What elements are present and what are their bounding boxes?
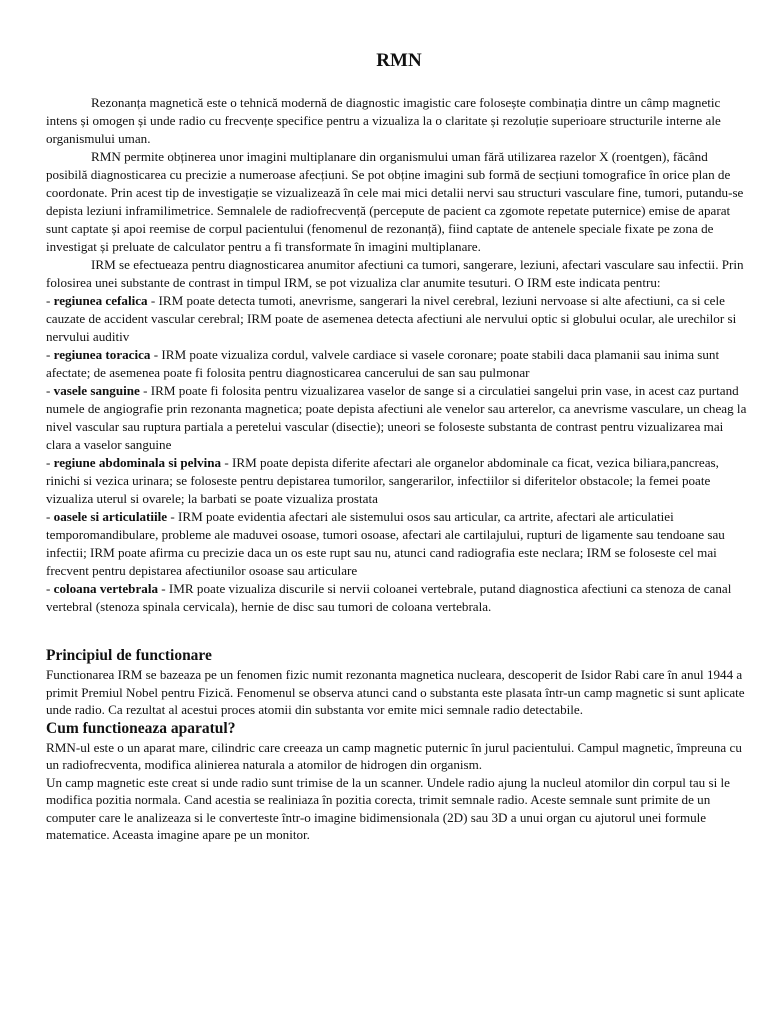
indication-item (46, 454, 752, 508)
indication-prefix: - (46, 455, 54, 470)
indication-text: - IRM poate detecta tumoti, anevrisme, sangerari la nivel cerebral, leziuni nervoase si alte afectiuni, ca si cele cauzate de accident vascular cerebral; IRM poate de asemenea detecta afectiuni ale nervului optic si globului ocular, ale urechilor si nervului auditiv (46, 293, 737, 344)
indication-item (46, 292, 752, 346)
section-heading: Cum functioneaza aparatul? (46, 719, 236, 737)
how-section (46, 719, 752, 844)
document-page (46, 48, 752, 844)
indication-term: regiunea toracica (53, 347, 151, 362)
indication-text: - IRM poate vizualiza cordul, valvele cardiace si vasele coronare; poate stabili daca plamanii sau inima sunt afectate; de asemenea poate fi folosita pentru diagnosticarea cancerului de san sau pulmonar (46, 347, 720, 380)
indication-term: regiunea cefalica (53, 293, 148, 308)
indication-term: vasele sanguine (53, 383, 140, 398)
indications-list (46, 292, 752, 616)
indication-prefix: - (46, 509, 54, 524)
indication-item (46, 382, 752, 454)
indication-term: oasele si articulatiile (53, 509, 168, 524)
indication-text: - IMR poate vizualiza discurile si nervii coloanei vertebrale, putand diagnostica afectiuni ca stenoza de canal vertebral (stenoza spinala cervicala), hernie de disc sau tumori de coloana vertebrala. (46, 581, 732, 614)
section-heading: Principiul de functionare (46, 647, 212, 664)
indication-prefix: - (46, 383, 54, 398)
indication-item (46, 508, 752, 580)
how-paragraph: Un camp magnetic este creat si unde radio sunt trimise de la un scanner. Undele radio ajung la nucleul atomilor din corpul tau si le modifica pozitia normala. Cand acestia se realiniaza în pozitia corecta, trimit semnale radio. Aceste semnale sunt primite de un computer care le analizeaza si le converteste într-o imagine bidimensionala (2D) sau 3D a unui organ cu ajutorul unei formule matematice. Aceasta imagine apare pe un monitor. (46, 774, 730, 842)
indication-prefix: - (46, 293, 54, 308)
indication-term: coloana vertebrala (53, 581, 159, 596)
document-title: RMN (376, 50, 422, 71)
indication-text: - IRM poate evidentia afectari ale sistemului osos sau articular, ca artrite, afectari ale articulatiei temporomandibulare, probleme ale maduvei osoase, tumori osoase, afectari ale cartilajului, rupturi de ligamente sau tendoane sau infectii; IRM poate afirma cu precizie daca un os este rupt sau nu, atunci cand radiografia este neclara; IRM se foloseste cel mai frecvent pentru depistarea afectiunilor osoase sau articulare (46, 509, 725, 578)
indication-text: - IRM poate depista diferite afectari ale organelor abdominale ca ficat, vezica biliara,pancreas, rinichi si vezica urinara; se foloseste pentru depistarea tumorilor, sangerarilor, infectiilor si diferitelor obstacole; la femei poate vizualiza uterul si ovarele; la barbati se poate vizualiza prostata (46, 455, 719, 506)
principle-section (46, 646, 752, 719)
intro-section (46, 94, 752, 292)
indication-prefix: - (46, 581, 54, 596)
indication-text: - IRM poate fi folosita pentru vizualizarea vaselor de sange si a circulatiei sangelui prin vase, in acest caz purtand numele de angiografie prin rezonanta magnetica; poate depista afectiuni ale venelor sau arterelor, ca anevrisme vasculare, un cheag la nivel vascular sau ruptura partiala a peretelui vascular (disectie); uneori se foloseste substanta de contrast pentru vizualizarea mai clara a vaselor sanguine (46, 383, 747, 452)
intro-paragraph: Rezonanța magnetică este o tehnică modernă de diagnostic imagistic care folosește combinația dintre un câmp magnetic intens și omogen și unde radio cu frecvențe specifice pentru a vizualiza la o claritate și rezoluție superioare structurile interne ale organismului uman. (46, 95, 721, 146)
how-paragraph: RMN-ul este o un aparat mare, cilindric care creeaza un camp magnetic puternic în jurul pacientului. Campul magnetic, împreuna cu un radiofrecventa, modifica alinierea naturala a atomilor de hidrogen din organism. (46, 739, 742, 772)
indication-item (46, 580, 752, 616)
indication-item (46, 346, 752, 382)
indication-prefix: - (46, 347, 54, 362)
intro-paragraph: IRM se efectueaza pentru diagnosticarea anumitor afectiuni ca tumori, sangerare, leziuni, afectari vasculare sau infectii. Prin folosirea unei substante de contrast in timpul IRM, se pot vizualiza clar anumite tesuturi. O IRM este indicata pentru: (46, 257, 744, 290)
intro-paragraph: RMN permite obținerea unor imagini multiplanare din organismului uman fără utilizarea razelor X (roentgen), făcând posibilă diagnosticarea cu precizie a numeroase afecțiuni. Se pot obține imagini sub formă de secțiuni tomografice în orice plan de coordonate. Prin acest tip de investigație se vizualizează în cele mai mici detalii nervi sau structuri vasculare fine, tumori, putandu-se depista leziuni inframilimetrice. Semnalele de radiofrecvență (percepute de pacient ca zgomote repetate puternice) emise de aparat sunt captate și apoi reemise de corpul pacientului (fenomenul de rezonanță), fiind captate de antenele speciale fixate pe zona de investigat și preluate de calculator pentru a fi transformate în imagini multiplanare. (46, 149, 744, 254)
indication-term: regiune abdominala si pelvina (53, 455, 222, 470)
principle-paragraph: Functionarea IRM se bazeaza pe un fenomen fizic numit rezonanta magnetica nucleara, descoperit de Isidor Rabi care în anul 1944 a primit Premiul Nobel pentru Fizică. Fenomenul se observa atunci cand o substanta este plasata într-un camp magnetic si sunt aplicate unde radio. Ca rezultat al acestui proces atomii din substanta vor emite mici semnale radio detectabile. (46, 667, 745, 717)
